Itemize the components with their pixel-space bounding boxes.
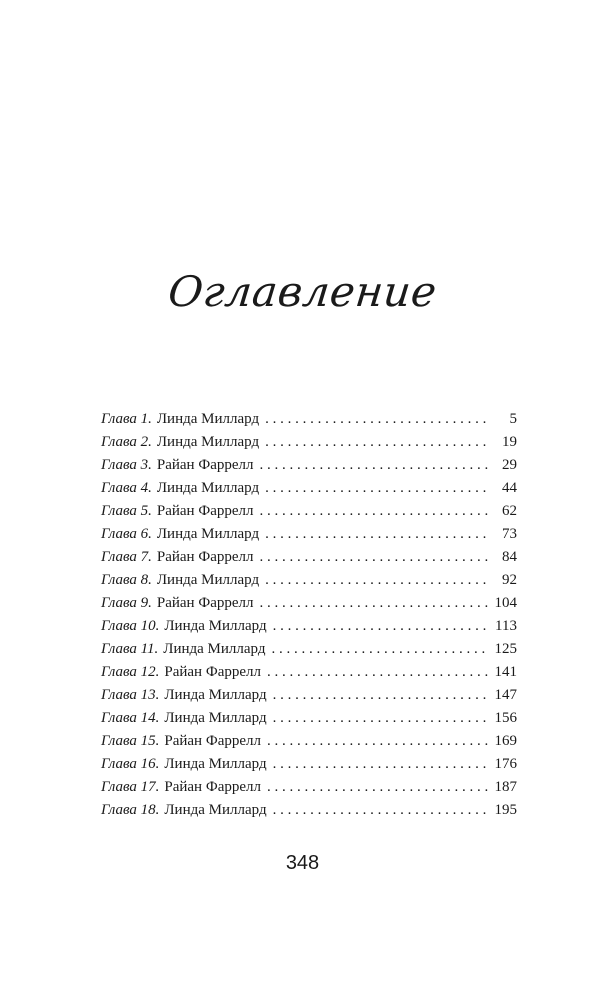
chapter-label: Глава 7. [101, 549, 152, 565]
chapter-title: Линда Миллард [164, 756, 267, 772]
page-number: 84 [502, 549, 517, 565]
page-folio: 348 [285, 852, 320, 874]
toc-entry[interactable] [101, 684, 517, 707]
toc-entry[interactable] [101, 431, 517, 454]
toc-entry[interactable] [101, 753, 517, 776]
toc-entry[interactable] [101, 707, 517, 730]
chapter-label: Глава 12. [101, 664, 160, 680]
chapter-title: Райан Фаррелл [164, 733, 261, 749]
chapter-title: Райан Фаррелл [156, 503, 254, 519]
dot-leader [265, 431, 491, 454]
toc-entry[interactable] [101, 776, 517, 799]
toc-entry[interactable] [101, 454, 517, 477]
page-number: 156 [494, 710, 517, 726]
chapter-label: Глава 15. [101, 733, 160, 749]
page-number: 176 [494, 756, 517, 772]
page-number: 19 [502, 434, 517, 450]
toc-entry[interactable] [101, 638, 517, 661]
chapter-label: Глава 3. [101, 457, 152, 473]
chapter-title: Райан Фаррелл [156, 457, 254, 473]
chapter-title: Райан Фаррелл [156, 595, 254, 611]
table-of-contents [101, 408, 517, 822]
chapter-label: Глава 8. [101, 572, 152, 588]
dot-leader [265, 477, 491, 500]
chapter-title: Райан Фаррелл [164, 664, 261, 680]
chapter-title: Линда Миллард [156, 480, 260, 496]
dot-leader [273, 799, 489, 822]
toc-entry[interactable] [101, 500, 517, 523]
page-number: 125 [494, 641, 517, 657]
chapter-label: Глава 10. [101, 618, 160, 634]
chapter-label: Глава 9. [101, 595, 152, 611]
toc-entry[interactable] [101, 730, 517, 753]
page-number: 187 [494, 779, 517, 795]
page-number: 169 [494, 733, 517, 749]
chapter-label: Глава 14. [101, 710, 160, 726]
page-number: 141 [494, 664, 517, 680]
page-number: 104 [494, 595, 517, 611]
dot-leader [273, 753, 489, 776]
page-number: 44 [502, 480, 517, 496]
toc-entry[interactable] [101, 592, 517, 615]
page-number: 147 [494, 687, 517, 703]
chapter-label: Глава 17. [101, 779, 160, 795]
chapter-label: Глава 6. [101, 526, 152, 542]
dot-leader [273, 615, 489, 638]
dot-leader [271, 638, 488, 661]
toc-entry[interactable] [101, 799, 517, 822]
toc-entry[interactable] [101, 661, 517, 684]
chapter-label: Глава 11. [101, 641, 159, 657]
chapter-title: Райан Фаррелл [156, 549, 254, 565]
dot-leader [273, 707, 489, 730]
toc-entry[interactable] [101, 408, 517, 431]
dot-leader [265, 523, 491, 546]
dot-leader [259, 546, 491, 569]
chapter-title: Линда Миллард [163, 641, 266, 657]
dot-leader [259, 500, 491, 523]
toc-entry[interactable] [101, 615, 517, 638]
chapter-label: Глава 16. [101, 756, 160, 772]
chapter-title: Линда Миллард [156, 411, 260, 427]
chapter-title: Линда Миллард [156, 572, 260, 588]
dot-leader [267, 776, 489, 799]
dot-leader [265, 408, 491, 431]
page-title: Оглавление [165, 267, 440, 316]
dot-leader [267, 730, 489, 753]
page-number: 29 [502, 457, 517, 473]
toc-entry[interactable] [101, 546, 517, 569]
chapter-label: Глава 1. [101, 411, 152, 427]
chapter-title: Линда Миллард [164, 710, 267, 726]
toc-entry[interactable] [101, 477, 517, 500]
toc-entry[interactable] [101, 523, 517, 546]
page-number: 113 [495, 618, 517, 634]
chapter-title: Линда Миллард [164, 618, 267, 634]
page-number: 195 [494, 802, 517, 818]
page-number: 5 [509, 411, 517, 427]
page-number: 92 [502, 572, 517, 588]
dot-leader [259, 454, 491, 477]
chapter-label: Глава 5. [101, 503, 152, 519]
chapter-title: Линда Миллард [164, 802, 267, 818]
chapter-title: Райан Фаррелл [164, 779, 261, 795]
page-number: 73 [502, 526, 517, 542]
chapter-label: Глава 4. [101, 480, 152, 496]
page-number: 62 [502, 503, 517, 519]
chapter-label: Глава 18. [101, 802, 160, 818]
toc-entry[interactable] [101, 569, 517, 592]
dot-leader [267, 661, 489, 684]
dot-leader [259, 592, 488, 615]
chapter-title: Линда Миллард [164, 687, 267, 703]
dot-leader [273, 684, 489, 707]
chapter-label: Глава 13. [101, 687, 160, 703]
chapter-label: Глава 2. [101, 434, 152, 450]
chapter-title: Линда Миллард [156, 526, 260, 542]
dot-leader [265, 569, 491, 592]
chapter-title: Линда Миллард [156, 434, 260, 450]
